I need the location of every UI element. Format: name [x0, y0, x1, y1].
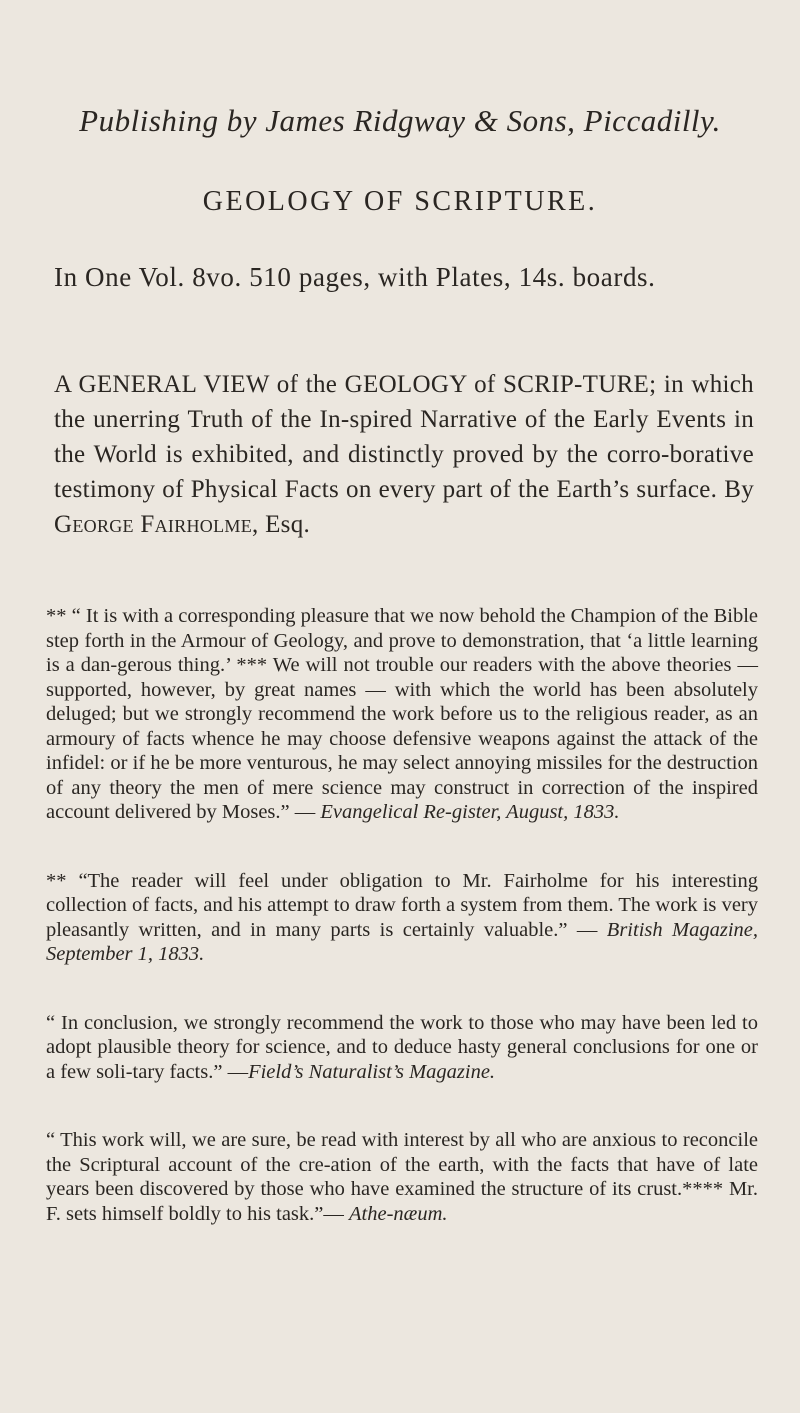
book-description: [54, 367, 754, 542]
review-source: British Magazine, September 1, 1833.: [46, 918, 758, 965]
review-text: “ In conclusion, we strongly recommend the work to those who may have been led to adopt plausible theory for science, and to deduce hasty general conclusions for one or a few soli-tary facts.” —: [46, 1011, 758, 1083]
review-naturalists-magazine: [46, 1011, 758, 1085]
review-british-magazine: [46, 869, 758, 967]
review-source: Field’s Naturalist’s Magazine.: [248, 1060, 496, 1083]
review-source: Evangelical Re-gister, August, 1833.: [320, 801, 620, 823]
book-title: GEOLOGY OF SCRIPTURE.: [202, 186, 598, 217]
review-text: ** “The reader will feel under obligation to Mr. Fairholme for his interesting collection of facts, and his attempt to draw forth a system from them. The work is very pleasantly written, and in many parts is certainly valuable.” —: [46, 869, 758, 941]
description-text: A GENERAL VIEW of the GEOLOGY of SCRIP-TURE; in which the unerring Truth of the In-spired Narrative of the Early Events in the World is exhibited, and distinctly proved by the corro-borative testimony of Physical Facts on every part of the Earth’s surface. By: [54, 371, 754, 503]
publisher-line: Publishing by James Ridgway & Sons, Piccadilly.: [79, 103, 721, 138]
review-evangelical-register: [46, 604, 758, 825]
review-source: Athe-næum.: [349, 1202, 448, 1225]
format-line: In One Vol. 8vo. 510 pages, with Plates, 14s. boards.: [54, 262, 656, 292]
review-athenaeum: [46, 1128, 758, 1226]
author-suffix: , Esq.: [252, 511, 311, 538]
review-text: ** “ It is with a corresponding pleasure that we now behold the Champion of the Bible step forth in the Armour of Geology, and prove to demonstration, that ‘a little learning is a dan-gerous thing.’ *** We will not trouble our readers with the above theories — supported, however, by great names — with which the world has been absolutely deluged; but we strongly recommend the work before us to the religious reader, as an armoury of facts whence he may choose defensive weapons against the attack of the infidel: or if he be more venturous, he may select annoying missiles for the destruction of any theory the men of mere science may construct in correction of the inspired account delivered by Moses.” —: [46, 605, 758, 823]
review-list: [46, 604, 758, 1270]
author-name: George Fairholme: [54, 511, 252, 538]
review-text: “ This work will, we are sure, be read with interest by all who are anxious to reconcile the Scriptural account of the cre-ation of the earth, with the facts that have of late years been discovered by those who have examined the structure of its crust.**** Mr. F. sets himself boldly to his task.”—: [46, 1129, 758, 1225]
